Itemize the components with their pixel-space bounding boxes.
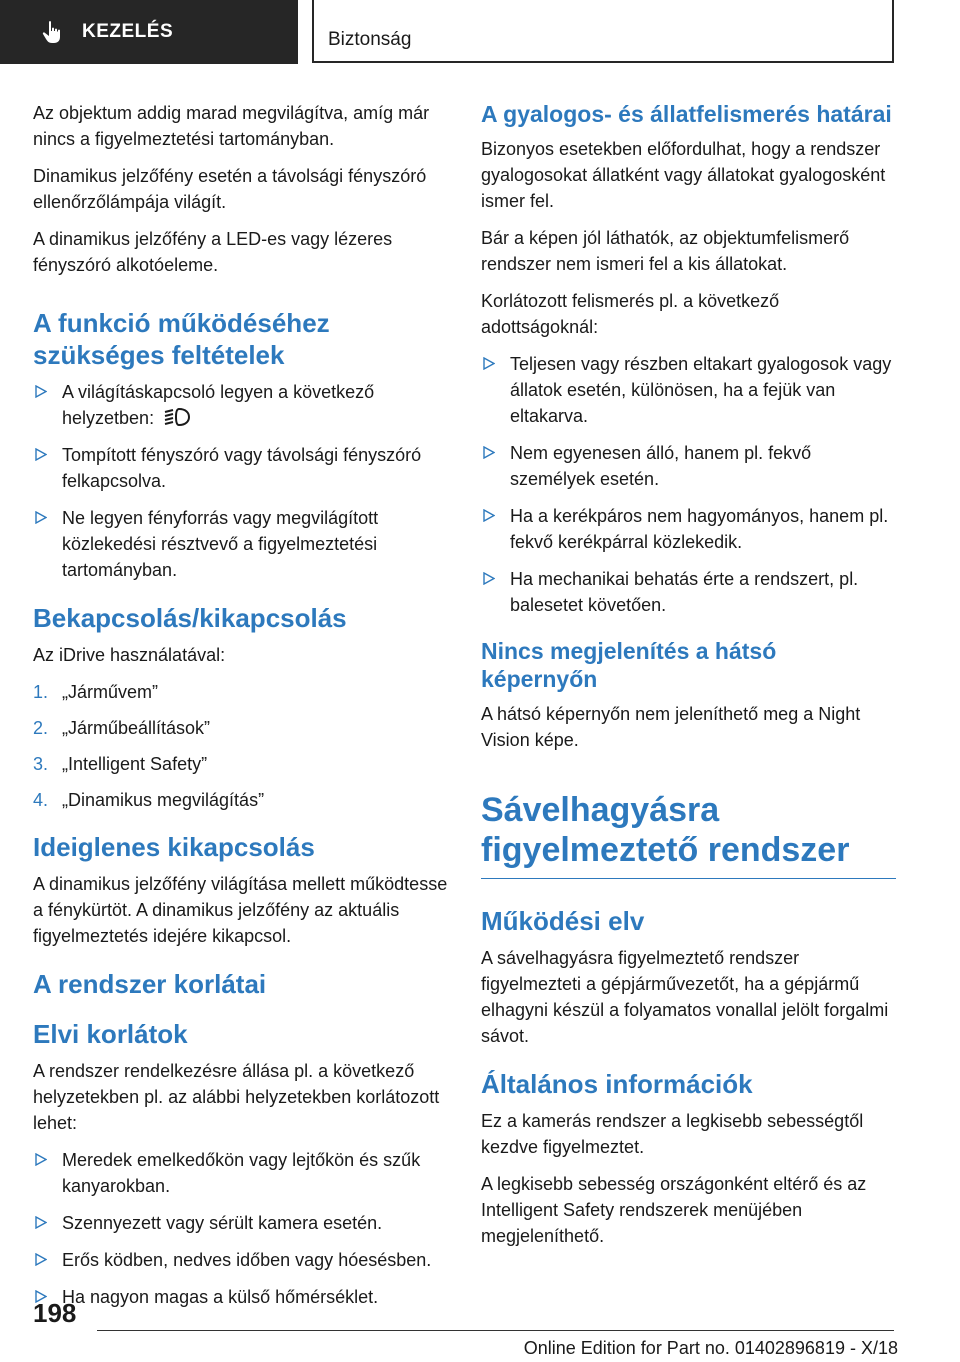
step-item: [33, 715, 451, 741]
paragraph: A legkisebb sebesség országonként eltérő és az Intelligent Safety rendszerek menüjében megjeleníthető.: [481, 1174, 867, 1246]
list-item: [33, 1247, 451, 1273]
step-text: „Járműbeállítások”: [62, 718, 211, 738]
section-title-box: [312, 0, 894, 63]
triangle-right-icon: [483, 509, 495, 522]
step-text: „Intelligent Safety”: [62, 754, 208, 774]
paragraph: A dinamikus jelzőfény a LED-es vagy lézeres fényszóró alkotóeleme.: [33, 229, 393, 275]
heading-principle: Működési elv: [481, 906, 645, 936]
section-title: Biztonság: [328, 29, 412, 50]
heading-general-info: Általános információk: [481, 1069, 753, 1099]
step-number: 2.: [33, 718, 49, 738]
headlight-switch-icon: [162, 406, 192, 428]
paragraph: Az iDrive használatával:: [33, 645, 226, 665]
page-header: [0, 0, 960, 66]
step-item: [33, 787, 451, 813]
triangle-right-icon: [483, 572, 495, 585]
paragraph: A hátsó képernyőn nem jeleníthető meg a Night Vision képe.: [481, 704, 861, 750]
paragraph: Korlátozott felismerés pl. a következő adottságoknál:: [481, 291, 780, 337]
paragraph: Bár a képen jól láthatók, az objektumfelismerő rendszer nem ismeri fel a kis állatokat.: [481, 228, 850, 274]
triangle-right-icon: [35, 511, 47, 524]
step-text: „Járművem”: [62, 682, 159, 702]
heading-limits: A rendszer korlátai: [33, 969, 267, 999]
chapter-heading-lane-departure: Sávelhagyásra figyelmeztető rendszer: [481, 790, 896, 879]
list-item-text: Ha nagyon magas a külső hőmérséklet.: [62, 1287, 379, 1307]
list-item-text: Tompított fényszóró vagy távolsági fényszóró felkapcsolva.: [62, 445, 422, 491]
list-item: [481, 351, 896, 429]
list-item-text: Ne legyen fényforrás vagy megvilágított közlekedési résztvevő a figyelmeztetési tartományban.: [62, 508, 379, 580]
triangle-right-icon: [35, 1253, 47, 1266]
list-item: [481, 440, 896, 492]
triangle-right-icon: [35, 1216, 47, 1229]
step-number: 4.: [33, 790, 49, 810]
paragraph: A rendszer rendelkezésre állása pl. a következő helyzetekben pl. az alábbi helyzetekben korlátozott lehet:: [33, 1061, 440, 1133]
triangle-right-icon: [483, 446, 495, 459]
list-item-text: Nem egyenesen álló, hanem pl. fekvő személyek esetén.: [510, 443, 812, 489]
list-item-text: A világításkapcsoló legyen a következő helyzetben:: [62, 382, 375, 428]
recognition-list: [481, 351, 896, 618]
list-item: [33, 1147, 451, 1199]
step-number: 3.: [33, 754, 49, 774]
triangle-right-icon: [35, 385, 47, 398]
steps-list: [33, 679, 451, 813]
triangle-right-icon: [35, 1153, 47, 1166]
heading-switch: Bekapcsolás/kikapcsolás: [33, 603, 347, 633]
paragraph: Ez a kamerás rendszer a legkisebb sebességtől kezdve figyelmeztet.: [481, 1111, 864, 1157]
chapter-tab[interactable]: [0, 0, 298, 64]
paragraph: A sávelhagyásra figyelmeztető rendszer figyelmezteti a gépjárművezetőt, ha a gépjármű elhagyni készül a folyamatos vonallal jelölt forgalmi sávot.: [481, 948, 889, 1046]
list-item: [33, 442, 451, 494]
paragraph: A dinamikus jelzőfény világítása mellett működtesse a fénykürtöt. A dinamikus jelzőfény az aktuális figyelmeztetés idejére kikapcsol.: [33, 874, 448, 946]
heading-temporary-off: Ideiglenes kikapcsolás: [33, 832, 315, 862]
list-item-text: Ha a kerékpáros nem hagyományos, hanem pl. fekvő kerékpárral közlekedik.: [510, 506, 889, 552]
paragraph: Bizonyos esetekben előfordulhat, hogy a rendszer gyalogosokat állatként vagy állatokat gyalogosként ismer fel.: [481, 139, 886, 211]
list-item: [33, 505, 451, 583]
list-item: [481, 566, 896, 618]
chapter-tab-label: KEZELÉS: [82, 21, 174, 42]
edition-text: Online Edition for Part no. 01402896819 - X/18: [523, 1338, 898, 1358]
step-text: „Dinamikus megvilágítás”: [62, 790, 265, 810]
footer-divider: [97, 1330, 894, 1331]
heading-pedestrian-limits: A gyalogos- és állatfelismerés határai: [481, 101, 892, 127]
list-item: [33, 379, 451, 431]
limits-list: [33, 1147, 451, 1310]
paragraph: Dinamikus jelzőfény esetén a távolsági fényszóró ellenőrzőlámpája világít.: [33, 166, 427, 212]
heading-principle-limits: Elvi korlátok: [33, 1019, 188, 1049]
heading-no-display: Nincs megjelenítés a hátsó képernyőn: [481, 638, 777, 692]
list-item-text: Teljesen vagy részben eltakart gyalogosok vagy állatok esetén, különösen, ha a fejük van eltakarva.: [510, 354, 892, 426]
paragraph: Az objektum addig marad megvilágítva, amíg már nincs a figyelmeztetési tartományban.: [33, 103, 430, 149]
list-item: [33, 1284, 451, 1310]
conditions-list: [33, 379, 451, 583]
list-item: [481, 503, 896, 555]
list-item-text: Meredek emelkedőkön vagy lejtőkön és szűk kanyarokban.: [62, 1150, 421, 1196]
step-item: [33, 679, 451, 705]
right-column: [481, 100, 896, 1260]
step-item: [33, 751, 451, 777]
page-number: 198: [33, 1298, 77, 1328]
heading-conditions: A funkció működéséhez szükséges feltételek: [33, 308, 330, 370]
hand-pointer-icon: [40, 19, 66, 45]
list-item: [33, 1210, 451, 1236]
list-item-text: Erős ködben, nedves időben vagy hóesésben.: [62, 1250, 432, 1270]
list-item-text: Ha mechanikai behatás érte a rendszert, pl. balesetet követően.: [510, 569, 859, 615]
step-number: 1.: [33, 682, 49, 702]
triangle-right-icon: [483, 357, 495, 370]
left-column: [33, 100, 451, 1321]
triangle-right-icon: [35, 448, 47, 461]
list-item-text: Szennyezett vagy sérült kamera esetén.: [62, 1213, 383, 1233]
